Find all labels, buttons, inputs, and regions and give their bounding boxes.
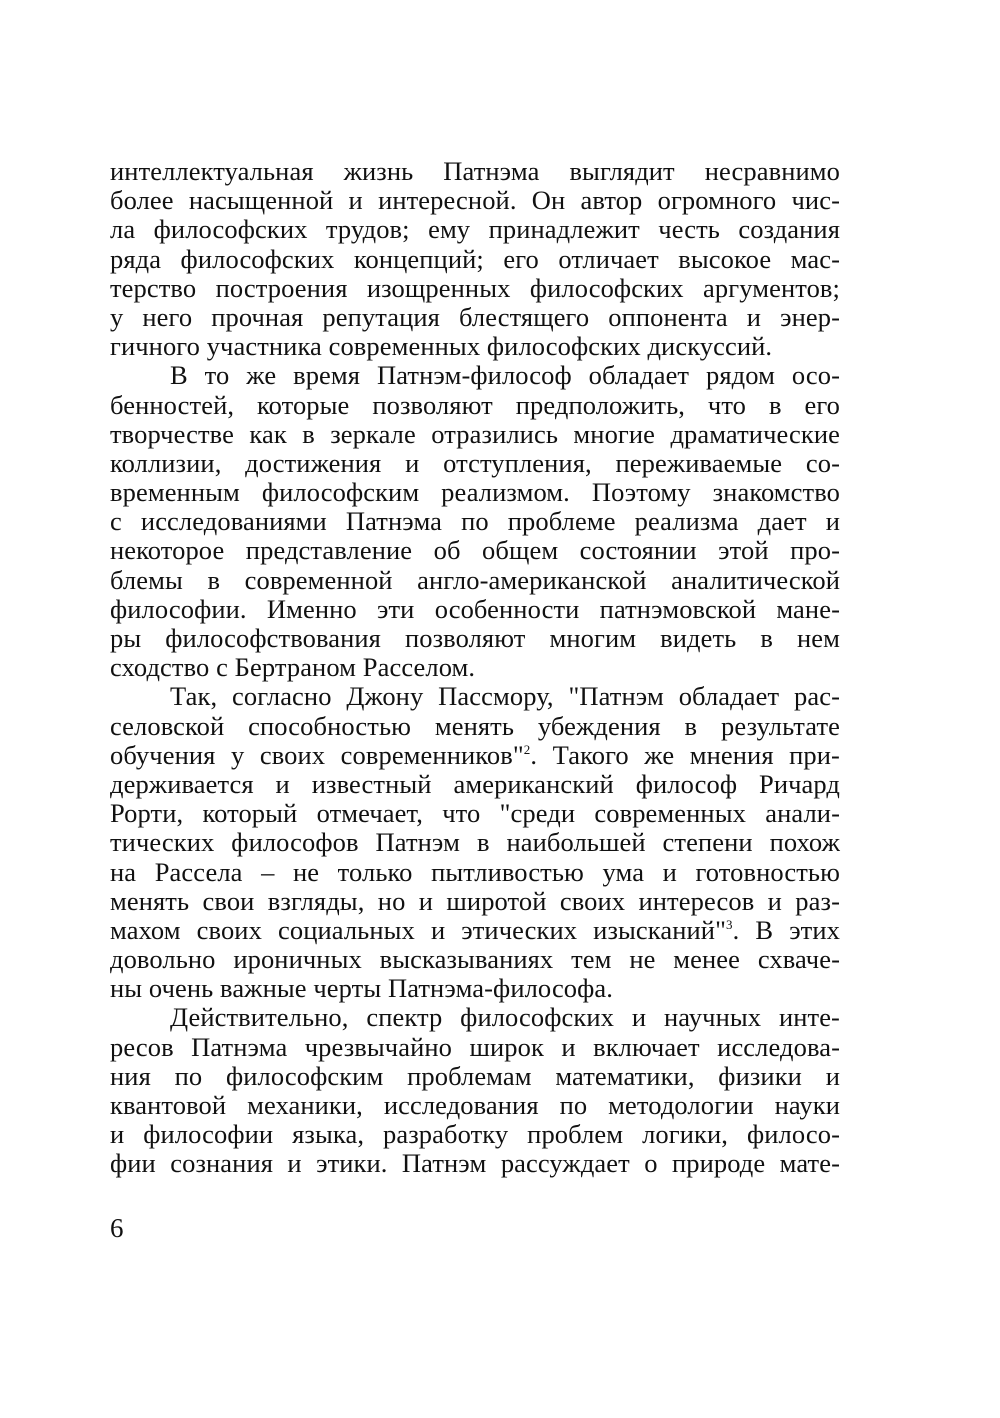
text-line: ны очень важные черты Патнэма-философа.: [110, 973, 614, 1004]
text-line: гичного участника современных философских дискуссий.: [110, 331, 773, 362]
text-line: держивается и известный американский философ Ричард: [110, 768, 840, 799]
text-line-with-footnote: [110, 916, 840, 945]
text-line: ряда философских концепций; его отличает высокое мас-: [110, 243, 840, 274]
text-line: у него прочная репутация блестящего оппонента и энер-: [110, 301, 840, 332]
text-line: блемы в современной англо-американской аналитической: [110, 564, 840, 595]
text-line: философии. Именно эти особенности патнэмовской мане-: [110, 593, 840, 624]
text-line: ния по философским проблемам математики, физики и: [110, 1060, 840, 1091]
text-line: интеллектуальная жизнь Патнэма выглядит несравнимо: [110, 156, 840, 186]
text-line: на Рассела – не только пытливостью ума и готовностью: [110, 856, 840, 887]
text-line: менять свои взгляды, но и широтой своих интересов и раз-: [110, 885, 840, 916]
text-line: ресов Патнэма чрезвычайно широк и включает исследова-: [110, 1031, 840, 1062]
text-segment: . В этих: [732, 914, 840, 945]
text-segment: махом своих социальных и этических изысканий": [110, 914, 726, 945]
text-line: некоторое представление об общем состоянии этой про-: [110, 535, 840, 566]
paragraph-start-line: Действительно, спектр философских и научных инте-: [170, 1002, 840, 1033]
page-number: 6: [110, 1213, 124, 1243]
footnote-ref-2: 2: [523, 741, 531, 757]
text-line: фии сознания и этики. Патнэм рассуждает о природе мате-: [110, 1148, 840, 1179]
text-line: ры философствования позволяют многим видеть в нем: [110, 623, 840, 653]
text-segment: . Такого же мнения при-: [530, 739, 840, 770]
paragraph-start-line: В то же время Патнэм-философ обладает рядом осо-: [170, 360, 840, 391]
footnote-ref-3: 3: [726, 917, 733, 933]
text-line: временным философским реализмом. Поэтому знакомство: [110, 477, 840, 508]
text-line: более насыщенной и интересной. Он автор огромного чис-: [110, 185, 840, 216]
text-line: селовской способностью менять убеждения в результате: [110, 710, 840, 741]
text-line: сходство с Бертраном Расселом.: [110, 652, 476, 683]
text-line: довольно ироничных высказываниях тем не менее схваче-: [110, 944, 840, 975]
text-line-with-footnote: [110, 741, 840, 770]
text-line: квантовой механики, исследования по методологии науки: [110, 1090, 840, 1120]
text-line: ла философских трудов; ему принадлежит честь создания: [110, 214, 840, 245]
text-line: с исследованиями Патнэма по проблеме реализма дает и: [110, 506, 840, 537]
text-segment: обучения у своих современников": [110, 739, 524, 770]
text-line: Рорти, который отмечает, что "среди современных анали-: [110, 798, 840, 829]
text-line: терство построения изощренных философских аргументов;: [110, 272, 840, 303]
body-text: [110, 157, 840, 1179]
text-line: бенностей, которые позволяют предположить, что в его: [110, 389, 840, 420]
text-line: творчестве как в зеркале отразились многие драматические: [110, 418, 840, 449]
text-line: и философии языка, разработку проблем логики, филосо-: [110, 1119, 840, 1150]
text-line: коллизии, достижения и отступления, переживаемые со-: [110, 447, 840, 478]
text-line: тических философов Патнэм в наибольшей степени похож: [110, 827, 840, 858]
paragraph-start-line: Так, согласно Джону Пассмору, "Патнэм обладает рас-: [170, 681, 840, 712]
